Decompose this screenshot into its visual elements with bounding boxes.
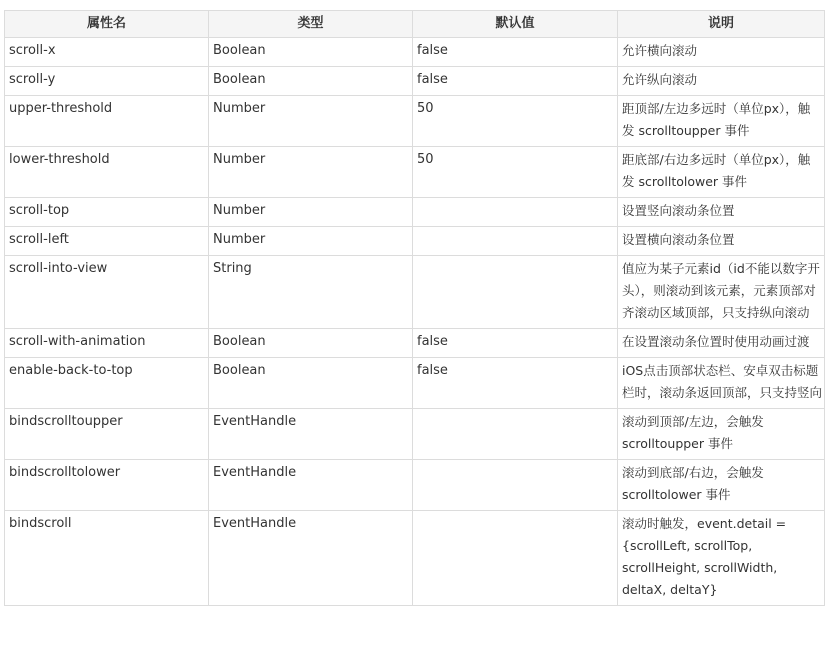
cell-type: Number [209,96,413,147]
cell-description: 允许纵向滚动 [618,67,825,96]
table-row [5,198,825,227]
table-row [5,511,825,606]
cell-name: enable-back-to-top [5,358,209,409]
cell-default: false [413,67,618,96]
cell-default [413,198,618,227]
cell-default [413,460,618,511]
cell-description: 值应为某子元素id（id不能以数字开头），则滚动到该元素，元素顶部对齐滚动区域顶部，只支持纵向滚动 [618,256,825,329]
cell-name: scroll-left [5,227,209,256]
table-row [5,67,825,96]
table-row [5,409,825,460]
cell-type: String [209,256,413,329]
header-description: 说明 [618,11,825,38]
cell-name: scroll-into-view [5,256,209,329]
table-row [5,147,825,198]
table-row [5,38,825,67]
header-name: 属性名 [5,11,209,38]
cell-name: bindscroll [5,511,209,606]
cell-type: Number [209,227,413,256]
cell-name: scroll-x [5,38,209,67]
table-header-row [5,11,825,38]
cell-default: false [413,358,618,409]
cell-description: 在设置滚动条位置时使用动画过渡 [618,329,825,358]
cell-description: 滚动到底部/右边，会触发 scrolltolower 事件 [618,460,825,511]
cell-name: lower-threshold [5,147,209,198]
cell-description: 距底部/右边多远时（单位px），触发 scrolltolower 事件 [618,147,825,198]
cell-name: scroll-top [5,198,209,227]
cell-type: EventHandle [209,511,413,606]
cell-default: 50 [413,96,618,147]
cell-name: scroll-with-animation [5,329,209,358]
cell-default: false [413,38,618,67]
cell-type: Boolean [209,358,413,409]
cell-name: scroll-y [5,67,209,96]
cell-name: bindscrolltolower [5,460,209,511]
cell-type: EventHandle [209,460,413,511]
table-row [5,256,825,329]
cell-type: EventHandle [209,409,413,460]
table-row [5,227,825,256]
cell-description: iOS点击顶部状态栏、安卓双击标题栏时，滚动条返回顶部，只支持竖向 [618,358,825,409]
cell-type: Boolean [209,38,413,67]
cell-default [413,256,618,329]
cell-description: 允许横向滚动 [618,38,825,67]
cell-type: Boolean [209,67,413,96]
cell-default [413,227,618,256]
cell-description: 设置横向滚动条位置 [618,227,825,256]
cell-default: false [413,329,618,358]
table-row [5,329,825,358]
table-row [5,96,825,147]
cell-description: 距顶部/左边多远时（单位px），触发 scrolltoupper 事件 [618,96,825,147]
table-row [5,460,825,511]
cell-name: upper-threshold [5,96,209,147]
cell-name: bindscrolltoupper [5,409,209,460]
properties-table-container [4,10,825,606]
cell-default [413,409,618,460]
header-type: 类型 [209,11,413,38]
cell-type: Number [209,198,413,227]
cell-type: Boolean [209,329,413,358]
cell-description: 设置竖向滚动条位置 [618,198,825,227]
cell-default: 50 [413,147,618,198]
cell-type: Number [209,147,413,198]
cell-description: 滚动时触发，event.detail = {scrollLeft, scrollTop, scrollHeight, scrollWidth, deltaX, deltaY} [618,511,825,606]
cell-description: 滚动到顶部/左边，会触发 scrolltoupper 事件 [618,409,825,460]
header-default: 默认值 [413,11,618,38]
cell-default [413,511,618,606]
properties-table [4,10,825,606]
table-row [5,358,825,409]
